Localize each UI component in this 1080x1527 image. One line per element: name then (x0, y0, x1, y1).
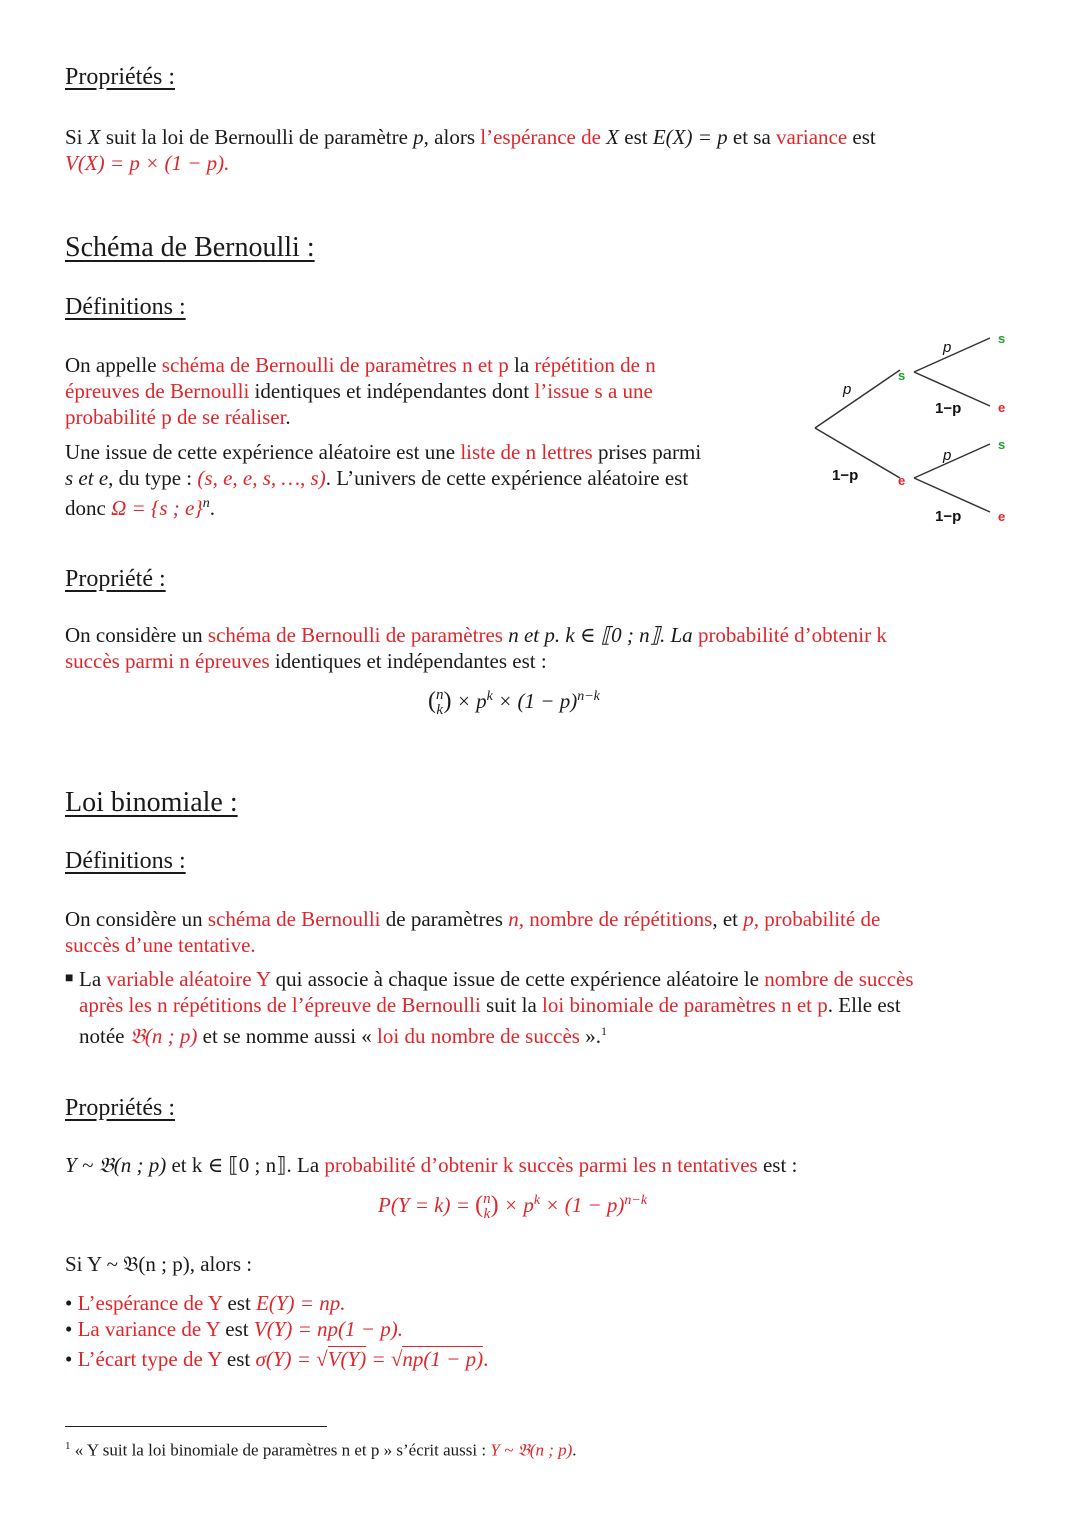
paragraph-binomial-probability: Y ~ 𝔅(n ; p) et k ∈ ⟦0 ; n⟧. La probabilité d’obtenir k succès parmi les n tentatives est : (65, 1153, 798, 1177)
footnote-separator (65, 1426, 327, 1427)
tree-branch-s (815, 370, 900, 428)
footnote-marker[interactable]: 1 (600, 1024, 607, 1038)
tree-node-s: s (898, 368, 906, 383)
heading-proprietes-3: Propriétés : (65, 1095, 175, 1121)
tree-label-p-2: p (943, 339, 952, 356)
bullet-square-icon: ■ (65, 971, 74, 986)
list-item-ecart-type: • L’écart type de Y est σ(Y) = √V(Y) = √np(1 − p). (65, 1347, 489, 1371)
tree-leaf-e-2: e (998, 509, 1006, 524)
list-binomial-properties (65, 1290, 965, 1372)
tree-branch-ee (914, 478, 990, 512)
tree-leaf-s-2: s (998, 437, 1006, 452)
list-item-esperance: • L’espérance de Y est E(Y) = np. (65, 1291, 346, 1315)
paragraph-schema-univers: Une issue de cette expérience aléatoire est une liste de n lettres prises parmi s et e, du type : (s, e, e, s, …, s). L’univers de cette expérience aléatoire est donc Ω = {s ; e}$^n$. (65, 440, 702, 520)
heading-propriete-2: Propriété : (65, 566, 166, 592)
paragraph-si-y: Si Y ~ 𝔅(n ; p), alors : (65, 1252, 253, 1276)
heading-loi-binomiale: Loi binomiale : (65, 787, 238, 818)
tree-label-q-3: 1−p (935, 508, 962, 525)
tree-leaf-e-1: e (998, 400, 1006, 415)
paragraph-schema-probability: On considère un schéma de Bernoulli de paramètres n et p. k ∈ ⟦0 ; n⟧. La probabilité d’obtenir k succès parmi n épreuves identiques et indépendantes est : (65, 623, 887, 673)
paragraph-schema-definition: On appelle schéma de Bernoulli de paramètres n et p la répétition de n épreuves de Bernoulli identiques et indépendantes dont l’issue s a une probabilité p de se réaliser. (65, 353, 656, 429)
list-item-variance: • La variance de Y est V(Y) = np(1 − p). (65, 1317, 403, 1341)
tree-label-p-3: p (943, 447, 952, 464)
heading-schema-bernoulli: Schéma de Bernoulli : (65, 232, 315, 263)
heading-definitions-2: Définitions : (65, 848, 186, 874)
tree-label-p: p (843, 381, 852, 398)
tree-leaf-s-1: s (998, 331, 1006, 346)
heading-definitions-1: Définitions : (65, 294, 186, 320)
paragraph-binomial-setup: On considère un schéma de Bernoulli de paramètres n, nombre de répétitions, et p, probabilité de succès d’une tentative. (65, 907, 881, 957)
tree-branch-ss (914, 338, 990, 372)
paragraph-binomial-definition: La variable aléatoire Y qui associe à chaque issue de cette expérience aléatoire le nombre de succès après les n répétitions de l’épreuve de Bernoulli suit la loi binomiale de paramètres n et p. Elle est notée 𝔅(n ; p) et se nomme aussi « loi du nombre de succès ».$^1$ (79, 967, 914, 1048)
tree-node-e: e (898, 473, 906, 488)
heading-proprietes-1: Propriétés : (65, 64, 175, 90)
tree-label-q: 1−p (832, 467, 859, 484)
formula-schema-probability: (n $k) \times p^k \times (1 - p)^{n-k}$ (428, 687, 600, 719)
paragraph-bernoulli-expectation: Si X suit la loi de Bernoulli de paramètre p, alors l’espérance de X est E(X) = p et sa variance est V(X) = p × (1 − p). (65, 125, 876, 175)
footnote: $^1$ « Y suit la loi binomiale de paramètres n et p » s’écrit aussi : Y ~ 𝔅(n ; p). (65, 1440, 577, 1460)
tree-branch-es (914, 444, 990, 478)
formula-binomial-probability: P(Y = k) = (n $k) \times p^k \times (1 - p)^{n-k}$ (378, 1191, 648, 1223)
probability-tree-diagram (810, 330, 1030, 530)
tree-label-q-2: 1−p (935, 400, 962, 417)
